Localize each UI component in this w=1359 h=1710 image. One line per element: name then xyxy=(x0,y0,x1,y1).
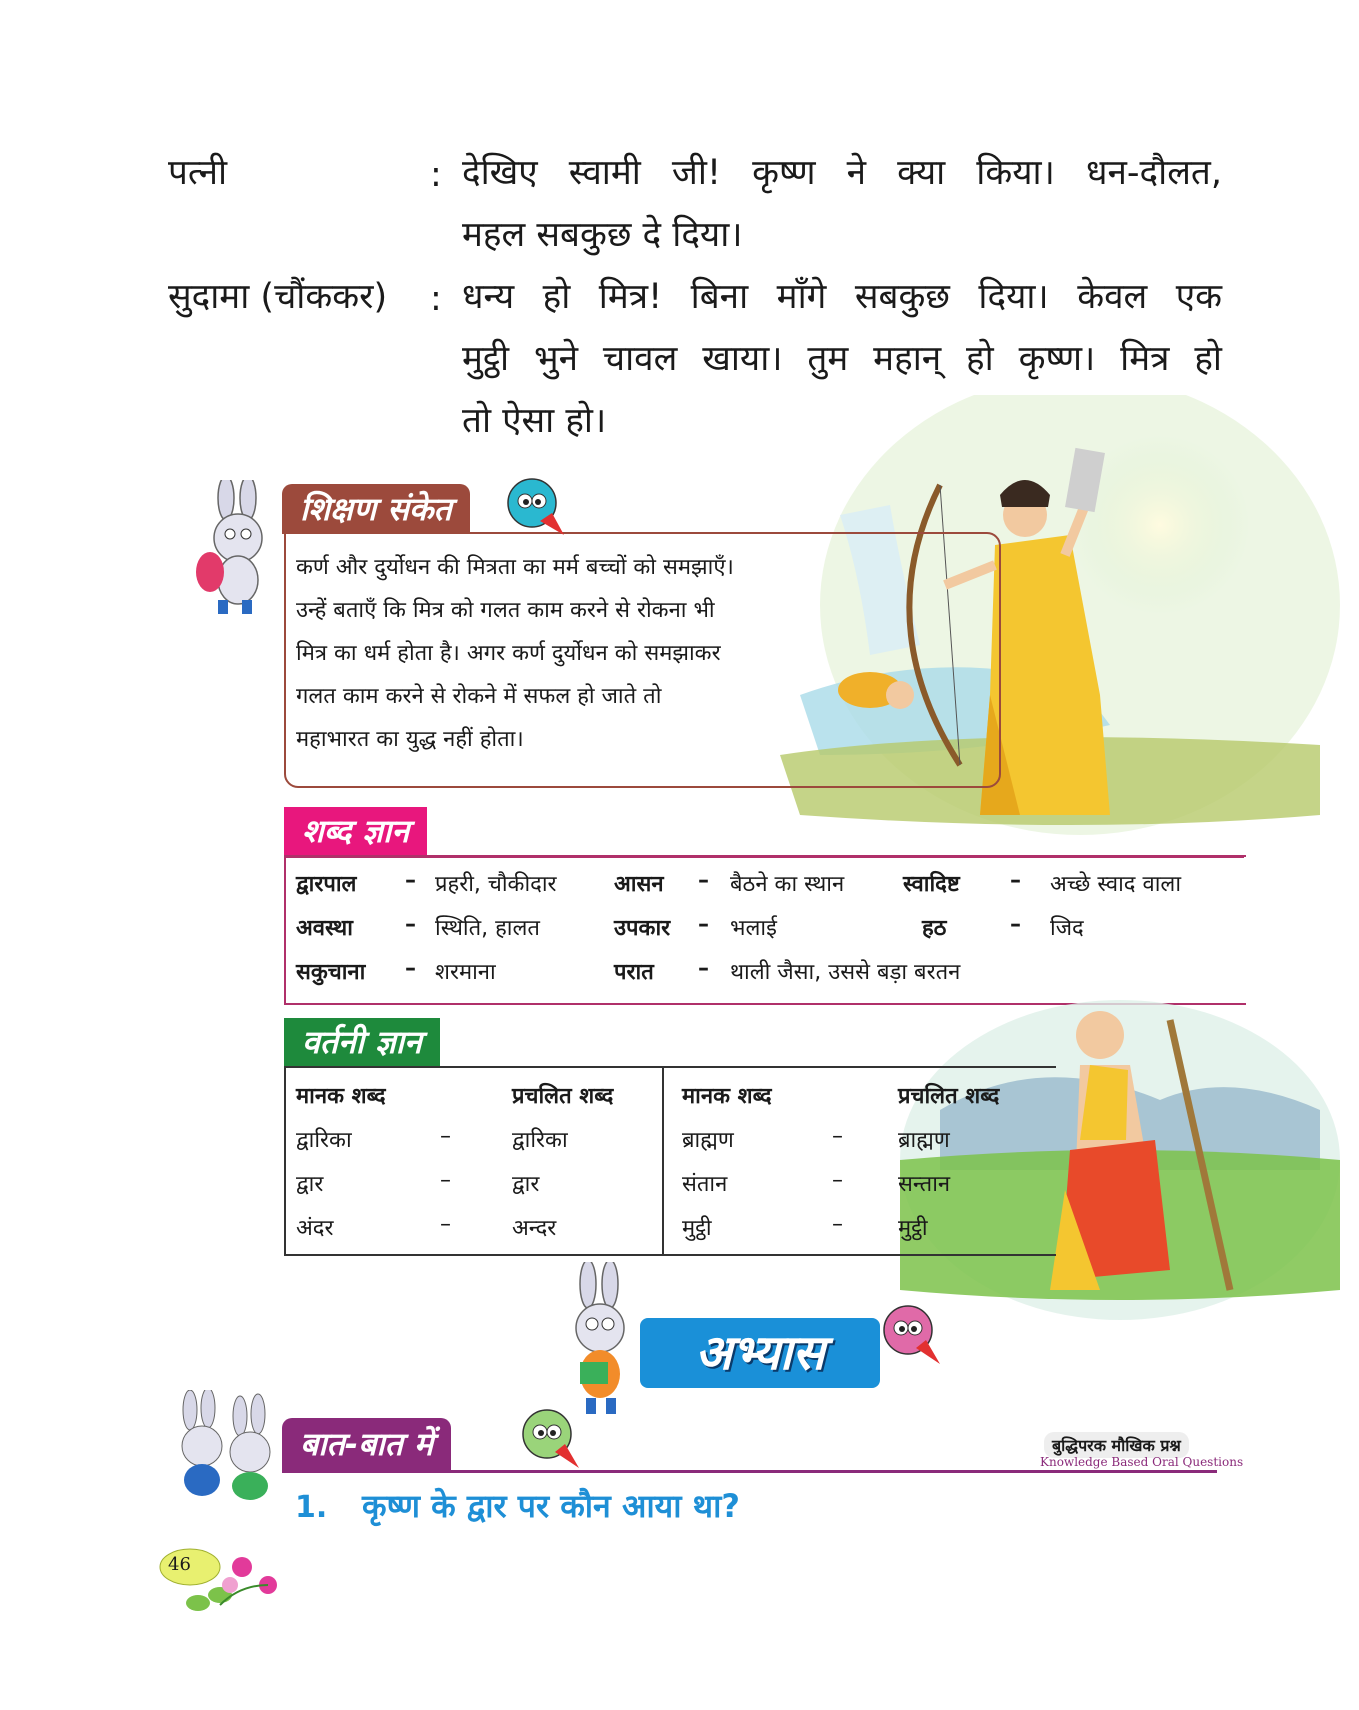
spelling-header-common: प्रचलित शब्द xyxy=(898,1084,1000,1109)
vocab-meaning: अच्छे स्वाद वाला xyxy=(1050,872,1182,897)
spelling-common-word: सन्तान xyxy=(898,1172,951,1197)
vocab-dash: – xyxy=(1010,868,1021,893)
vocab-dash: – xyxy=(405,956,416,981)
spelling-dash: – xyxy=(440,1124,451,1149)
vocab-word: अवस्था xyxy=(296,916,353,941)
spelling-dash: – xyxy=(440,1168,451,1193)
vocab-meaning: प्रहरी, चौकीदार xyxy=(435,872,557,897)
oral-questions-label: बुद्धिपरक मौखिक प्रश्न xyxy=(1044,1432,1189,1458)
spelling-header-standard: मानक शब्द xyxy=(296,1084,386,1109)
spelling-standard-word: संतान xyxy=(682,1172,728,1197)
spelling-common-word: अन्दर xyxy=(512,1216,557,1241)
spelling-common-word: मुट्ठी xyxy=(898,1216,928,1241)
vocab-meaning: थाली जैसा, उससे बड़ा बरतन xyxy=(730,960,961,985)
speaker-colon: : xyxy=(430,155,442,195)
question-text: कृष्ण के द्वार पर कौन आया था? xyxy=(362,1487,740,1525)
spelling-standard-word: द्वारिका xyxy=(296,1128,352,1153)
spelling-header-common: प्रचलित शब्द xyxy=(512,1084,614,1109)
question-number: 1. xyxy=(295,1490,328,1525)
spelling-header-standard: मानक शब्द xyxy=(682,1084,772,1109)
section-title: बात-बात में xyxy=(282,1418,451,1470)
dialogue-line: मुट्ठी भुने चावल खाया। तुम महान् हो कृष्ण। मित्र हो xyxy=(462,339,1222,379)
vocab-word: स्वादिष्ट xyxy=(903,872,960,897)
vocab-meaning: शरमाना xyxy=(435,960,496,985)
vocab-word: उपकार xyxy=(614,916,671,941)
dialogue-text xyxy=(462,142,1222,266)
vocab-word: सकुचाना xyxy=(296,960,366,985)
vocab-word: परात xyxy=(614,960,654,985)
spelling-dash: – xyxy=(832,1168,843,1193)
spelling-dash: – xyxy=(440,1212,451,1237)
vocab-dash: – xyxy=(1010,912,1021,937)
rabbit-reading-icon xyxy=(560,1262,640,1422)
two-rabbits-icon xyxy=(170,1390,280,1500)
spelling-standard-word: द्वार xyxy=(296,1172,324,1197)
speaker-sudama: सुदामा (चौंककर) xyxy=(168,277,388,317)
dialogue-line: धन्य हो मित्र! बिना माँगे सबकुछ दिया। केवल एक xyxy=(462,277,1222,317)
vocab-dash: – xyxy=(405,868,416,893)
oral-questions-english: Knowledge Based Oral Questions xyxy=(1040,1455,1244,1469)
speaker-wife: पत्नी xyxy=(168,153,228,193)
vocab-meaning: बैठने का स्थान xyxy=(730,872,845,897)
spelling-common-word: द्वारिका xyxy=(512,1128,568,1153)
vocab-top-border xyxy=(284,855,1244,858)
spelling-dash: – xyxy=(832,1212,843,1237)
vocab-dash: – xyxy=(698,956,709,981)
teaching-line: गलत काम करने से रोकने में सफल हो जाते तो xyxy=(296,684,662,709)
vocab-meaning: जिद xyxy=(1050,916,1084,941)
teaching-line: महाभारत का युद्ध नहीं होता। xyxy=(296,727,524,752)
exercise-banner: अभ्यास xyxy=(640,1318,880,1388)
spelling-divider xyxy=(662,1066,664,1254)
pencil-mascot-icon xyxy=(500,473,570,543)
spelling-title: वर्तनी ज्ञान xyxy=(284,1018,440,1066)
teaching-line: कर्ण और दुर्योधन की मित्रता का मर्म बच्चों को समझाएँ। xyxy=(296,555,734,580)
spelling-dash: – xyxy=(832,1124,843,1149)
vocab-meaning: स्थिति, हालत xyxy=(435,916,540,941)
vocab-meaning: भलाई xyxy=(730,916,777,941)
vocab-word: हठ xyxy=(922,916,947,941)
dialogue-line: तो ऐसा हो। xyxy=(462,401,607,441)
vocab-title: शब्द ज्ञान xyxy=(284,807,427,855)
dialogue-line: महल सबकुछ दे दिया। xyxy=(462,215,743,255)
spelling-common-word: द्वार xyxy=(512,1172,540,1197)
spelling-common-word: ब्राह्मण xyxy=(898,1128,950,1153)
dialogue-line: देखिए स्वामी जी! कृष्ण ने क्या किया। धन-दौलत, xyxy=(462,153,1222,193)
speaker-colon: : xyxy=(430,279,442,319)
vocab-dash: – xyxy=(698,912,709,937)
section-underline xyxy=(282,1470,1217,1473)
vocab-word: द्वारपाल xyxy=(296,872,357,897)
vocab-word: आसन xyxy=(614,872,664,897)
teaching-line: उन्हें बताएँ कि मित्र को गलत काम करने से रोकना भी xyxy=(296,598,715,623)
teaching-line: मित्र का धर्म होता है। अगर कर्ण दुर्योधन को समझाकर xyxy=(296,641,721,666)
page-number: 46 xyxy=(168,1554,191,1575)
spelling-standard-word: मुट्ठी xyxy=(682,1216,712,1241)
teaching-text xyxy=(296,546,734,761)
pencil-mascot-icon xyxy=(876,1300,946,1380)
rabbit-icon xyxy=(196,480,278,620)
teaching-title: शिक्षण संकेत xyxy=(282,484,470,534)
spelling-standard-word: ब्राह्मण xyxy=(682,1128,734,1153)
vocab-dash: – xyxy=(405,912,416,937)
vocab-dash: – xyxy=(698,868,709,893)
spelling-standard-word: अंदर xyxy=(296,1216,334,1241)
